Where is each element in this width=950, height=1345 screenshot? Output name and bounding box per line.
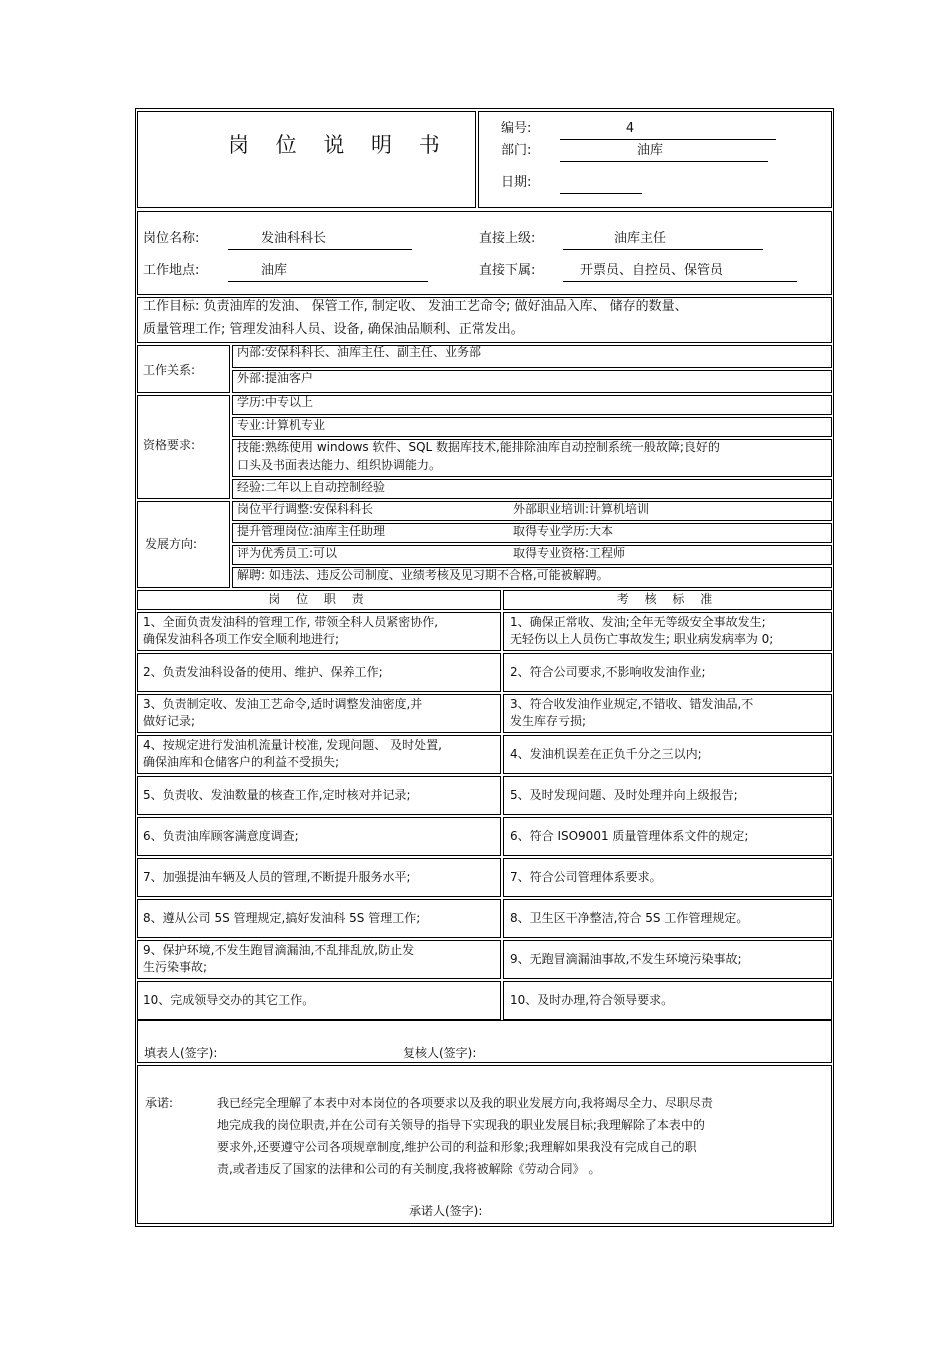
standard-text: 2、符合公司要求,不影响收发油作业; (510, 665, 706, 679)
standard-text: 5、及时发现问题、及时处理并向上级报告; (510, 788, 738, 802)
duty-text: 3、负责制定收、发油工艺命令,适时调整发油密度,并 (143, 697, 423, 711)
location-value: 油库 (261, 263, 288, 278)
standard-text: 无轻伤以上人员伤亡事故发生; 职业病发病率为 0; (510, 632, 774, 646)
major: 专业:计算机专业 (237, 418, 326, 432)
position-name-value: 发油科科长 (261, 231, 327, 246)
position-box (137, 211, 832, 295)
standard-text: 发生库存亏损; (510, 714, 587, 728)
subordinate-label: 直接下属: (479, 263, 536, 278)
standard-text: 9、无跑冒滴漏油事故,不发生环境污染事故; (510, 952, 742, 966)
dept-underline (560, 161, 768, 162)
education-cell (232, 395, 832, 415)
position-name-label: 岗位名称: (143, 231, 200, 246)
dev-dismissal: 解聘: 如违法、违反公司制度、业绩考核及见习期不合格,可能被解聘。 (237, 568, 609, 582)
duty-text: 做好记录; (143, 714, 196, 728)
superior-underline (563, 249, 763, 250)
standard-text: 1、确保正常收、发油;全年无等级安全事故发生; (510, 615, 766, 629)
dev-external-training: 外部职业培训:计算机培训 (513, 502, 650, 516)
goal-line-2: 质量管理工作; 管理发油科人员、设备, 确保油品顺利、正常发出。 (143, 322, 524, 337)
location-label: 工作地点: (143, 263, 200, 278)
relations-external-cell (232, 370, 832, 393)
standard-text: 7、符合公司管理体系要求。 (510, 870, 662, 884)
qualifications-label: 资格要求: (143, 438, 196, 452)
duty-text: 2、负责发油科设备的使用、维护、保养工作; (143, 665, 383, 679)
title-box (137, 111, 476, 208)
education: 学历:中专以上 (237, 395, 314, 409)
subordinate-value: 开票员、自控员、保管员 (580, 263, 724, 278)
duty-text: 4、按规定进行发油机流量计校准, 发现问题、 及时处置, (143, 738, 442, 752)
superior-label: 直接上级: (479, 231, 536, 246)
duty-text: 7、加强提油车辆及人员的管理,不断提升服务水平; (143, 870, 411, 884)
goal-line-1: 工作目标: 负责油库的发油、 保管工作, 制定收、 发油工艺命令; 做好油品入库、 储存的数量、 (143, 299, 688, 314)
development-label: 发展方向: (145, 537, 198, 551)
promise-signer: 承诺人(签字): (409, 1204, 483, 1218)
duty-text: 6、负责油库顾客满意度调查; (143, 829, 299, 843)
duties-header-right: 考 核 标 准 (616, 592, 719, 606)
relations-label: 工作关系: (143, 363, 196, 377)
dev-qualification: 取得专业资格:工程师 (513, 546, 626, 560)
skills-line-2: 口头及书面表达能力、组织协调能力。 (237, 458, 442, 472)
duty-text: 10、完成领导交办的其它工作。 (143, 993, 315, 1007)
dev-degree: 取得专业学历:大本 (513, 524, 614, 538)
dev-promotion: 提升管理岗位:油库主任助理 (237, 524, 386, 538)
location-underline (228, 281, 428, 282)
number-value: 4 (625, 121, 635, 136)
relations-external: 外部:提油客户 (237, 371, 314, 385)
promise-line-3: 要求外,还要遵守公司各项规章制度,维护公司的利益和形象;我理解如果我没有完成自己的职 (217, 1140, 697, 1154)
duty-text: 生污染事故; (143, 960, 208, 974)
signatures-box (137, 1020, 832, 1063)
date-underline (560, 193, 642, 194)
duty-text: 确保发油科各项工作安全顺利地进行; (143, 632, 340, 646)
subordinate-underline (563, 281, 797, 282)
promise-line-2: 地完成我的岗位职责,并在公司有关领导的指导下实现我的职业发展目标;我理解除了本表中的 (217, 1118, 705, 1132)
standard-text: 10、及时办理,符合领导要求。 (510, 993, 674, 1007)
date-label: 日期: (501, 175, 532, 190)
duty-text: 9、保护环境,不发生跑冒滴漏油,不乱排乱放,防止发 (143, 943, 415, 957)
dept-value: 油库 (636, 143, 663, 158)
skills-line-1: 技能:熟练使用 windows 软件、SQL 数据库技术,能排除油库自动控制系统一般故障;良好的 (237, 440, 720, 454)
standard-text: 4、发油机误差在正负千分之三以内; (510, 747, 702, 761)
standard-text: 3、符合收发油作业规定,不错收、错发油品,不 (510, 697, 754, 711)
duty-text: 1、全面负责发油科的管理工作, 带领全科人员紧密协作, (143, 615, 439, 629)
position-name-underline (228, 249, 412, 250)
standard-text: 8、卫生区干净整洁,符合 5S 工作管理规定。 (510, 911, 749, 925)
number-label: 编号: (501, 121, 532, 136)
dev-excellent: 评为优秀员工:可以 (237, 546, 338, 560)
promise-label: 承诺: (145, 1096, 174, 1110)
duty-text: 确保油库和仓储客户的利益不受损失; (143, 755, 340, 769)
experience: 经验:二年以上自动控制经验 (237, 480, 386, 494)
duty-text: 5、负责收、发油数量的核查工作,定时核对并记录; (143, 788, 411, 802)
page-title: 岗 位 说 明 书 (228, 133, 450, 157)
duties-header-left: 岗 位 职 责 (268, 592, 370, 606)
duty-text: 8、遵从公司 5S 管理规定,搞好发油科 5S 管理工作; (143, 911, 421, 925)
dept-label: 部门: (501, 143, 532, 158)
filler-signature: 填表人(签字): (144, 1046, 218, 1060)
superior-value: 油库主任 (614, 231, 667, 246)
promise-line-1: 我已经完全理解了本表中对本岗位的各项要求以及我的职业发展方向,我将竭尽全力、尽职尽责 (217, 1096, 713, 1110)
standard-text: 6、符合 ISO9001 质量管理体系文件的规定; (510, 829, 749, 843)
dev-lateral: 岗位平行调整:安保科科长 (237, 502, 374, 516)
relations-internal: 内部:安保科科长、油库主任、副主任、业务部 (237, 345, 482, 359)
reviewer-signature: 复核人(签字): (403, 1046, 477, 1060)
number-underline (560, 139, 776, 140)
promise-line-4: 责,或者违反了国家的法律和公司的有关制度,我将被解除《劳动合同》 。 (217, 1162, 601, 1176)
